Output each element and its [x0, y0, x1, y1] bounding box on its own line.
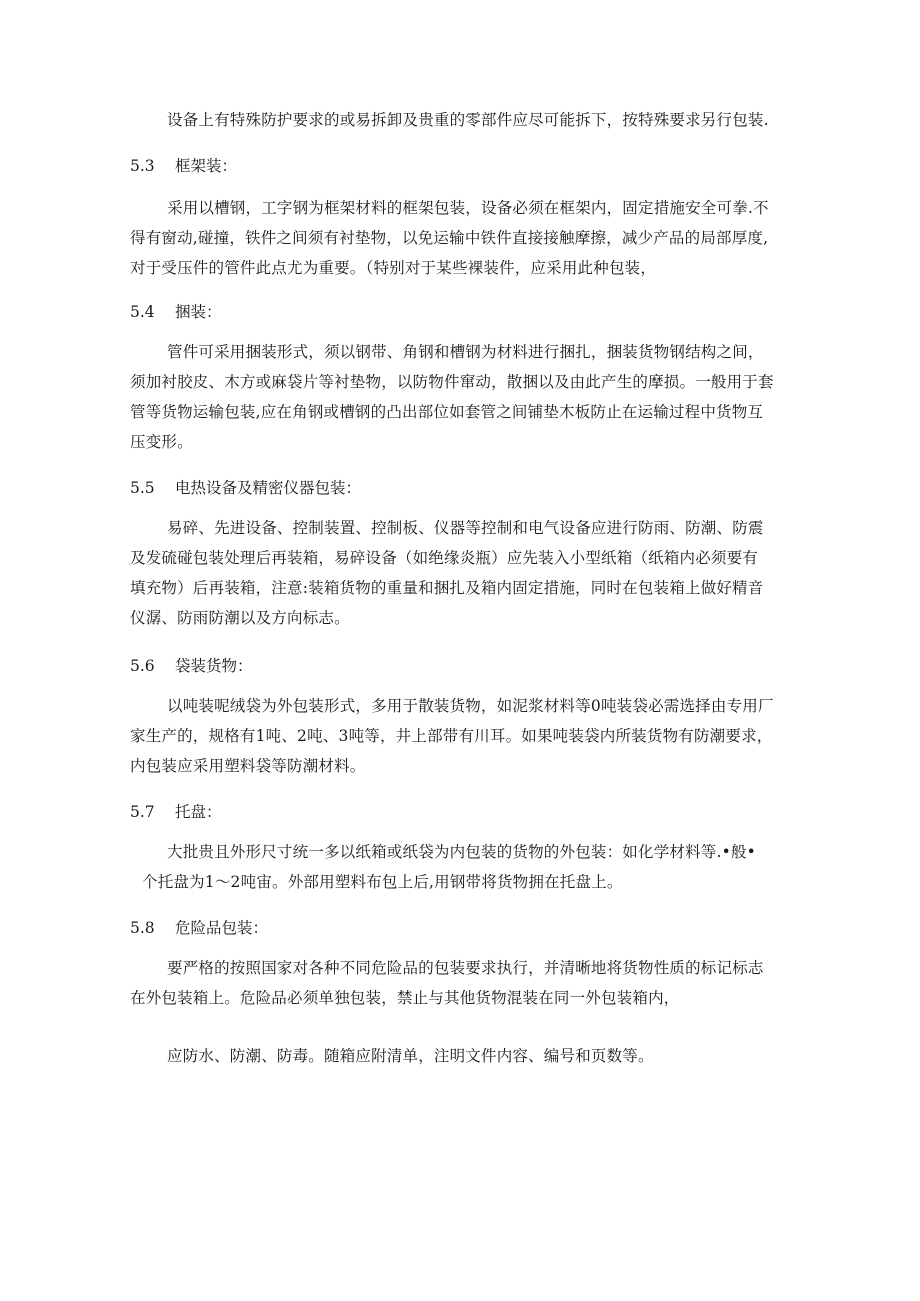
paragraph-line: 对于受压件的管件此点尤为重要。（特别对于某些裸装件，应采用此种包装，	[130, 259, 657, 277]
paragraph-line: 得有窗动,碰撞，铁件之间须有衬垫物，以免运输中铁件直接接触摩擦，减少产品的局部厚度,	[130, 229, 769, 247]
section-title: 捆装：	[175, 303, 222, 321]
paragraph-line: 压变形。	[130, 433, 193, 451]
paragraph-line: 内包装应采用塑料袋等防潮材料。	[130, 757, 366, 775]
paragraph-line: 要严格的按照国家对各种不同危险品的包装要求执行，并清晰地将货物性质的标记标志	[167, 959, 764, 977]
paragraph-line: 采用以槽钢，工字钢为框架材料的框架包装，设备必须在框架内，固定措施安全可拳.不	[167, 199, 769, 217]
intro-paragraph-line: 设备上有特殊防护要求的或易拆卸及贵重的零部件应尽可能拆下，按特殊要求另行包装.	[167, 111, 769, 129]
section-number: 5.6	[130, 657, 155, 675]
section-title: 框架装：	[175, 157, 238, 175]
paragraph-line: 管件可采用捆装形式，须以钢带、角钢和槽钢为材料进行捆扎，捆装货物钢结构之间，	[167, 343, 764, 361]
section-title: 袋装货物：	[175, 657, 253, 675]
section-number: 5.5	[130, 479, 155, 497]
section-number: 5.8	[130, 919, 155, 937]
section-title: 托盘：	[175, 803, 222, 821]
paragraph-line: 须加衬胶皮、木方或麻袋片等衬垫物，以防物件窜动，散捆以及由此产生的摩损。一般用于套	[130, 373, 774, 391]
paragraph-line: 在外包装箱上。危险品必须单独包装，禁止与其他货物混装在同一外包装箱内，	[130, 989, 680, 1007]
section-title: 危险品包装：	[175, 919, 269, 937]
paragraph-line: 易碎、先进设备、控制装置、控制板、仪器等控制和电气设备应进行防雨、防潮、防震	[167, 519, 764, 537]
paragraph-line: 填充物）后再装箱，注意:装箱货物的重量和捆扎及箱内固定措施，同时在包装箱上做好精音	[130, 579, 764, 597]
paragraph-line: 及发硫碰包装处理后再装箱，易碎设备（如绝缘炎瓶）应先装入小型纸箱（纸箱内必须要有	[130, 549, 759, 567]
section-number: 5.7	[130, 803, 155, 821]
paragraph-line: 应防水、防潮、防毒。随箱应附清单，注明文件内容、编号和页数等。	[167, 1047, 654, 1065]
paragraph-line: 以吨装呢绒袋为外包装形式，多用于散装货物，如泥浆材料等0吨装袋必需选择由专用厂	[167, 697, 774, 715]
section-number: 5.4	[130, 303, 155, 321]
section-title: 电热设备及精密仪器包装：	[175, 479, 362, 497]
paragraph-line: 管等货物运输包装,应在角钢或槽钢的凸出部位如套管之间铺垫木板防止在运输过程中货物互	[130, 403, 764, 421]
paragraph-line: 家生产的，规格有1吨、2吨、3吨等，井上部带有川耳。如果吨装袋内所装货物有防潮要求，	[130, 727, 773, 745]
paragraph-line: 个托盘为1～2吨宙。外部用塑料布包上后,用钢带将货物拥在托盘上。	[142, 873, 623, 891]
paragraph-line: 大批贵且外形尺寸统一多以纸箱或纸袋为内包装的货物的外包装：如化学材料等.•般•	[167, 843, 757, 861]
section-number: 5.3	[130, 157, 155, 175]
paragraph-line: 仪潺、防雨防潮以及方向标志。	[130, 609, 350, 627]
